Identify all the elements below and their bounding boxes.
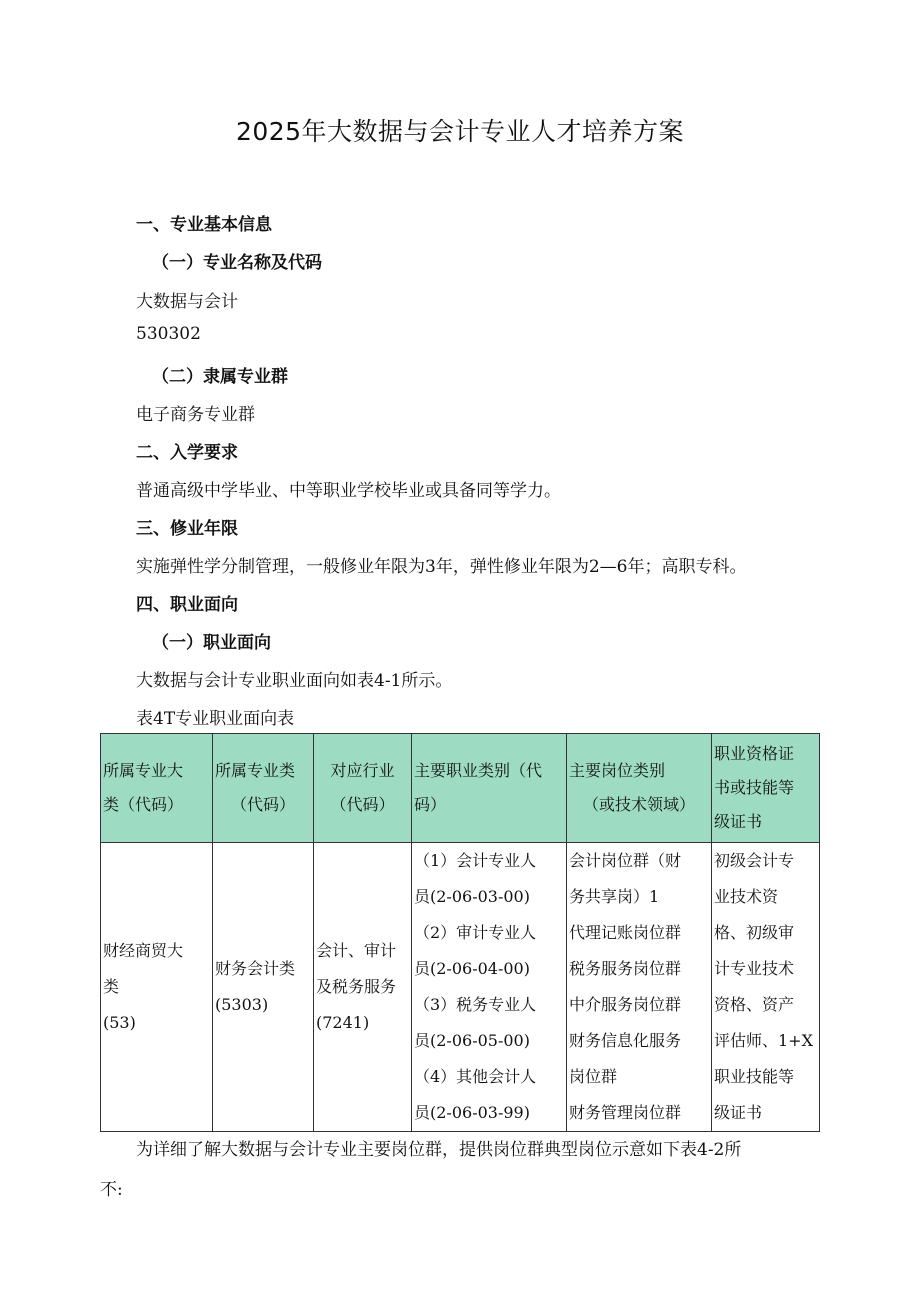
- table-header-row: [101, 734, 820, 843]
- table-caption: 表4T专业职业面向表: [136, 709, 295, 729]
- cell-industry: 会计、审计 及税务服务 (7241): [314, 843, 412, 1132]
- cell-position-types: 会计岗位群（财 务共享岗）1 代理记账岗位群 税务服务岗位群 中介服务岗位群 财务信息化服务 岗位群 财务管理岗位群: [567, 843, 712, 1132]
- table-row: [101, 843, 820, 1132]
- major-code: 530302: [136, 324, 201, 344]
- admission-text: 普通高级中学毕业、中等职业学校毕业或具备同等学力。: [136, 481, 561, 501]
- duration-text: 实施弹性学分制管理，一般修业年限为3年，弹性修业年限为2—6年；高职专科。: [136, 557, 747, 577]
- heading-admission: 二、入学要求: [136, 443, 238, 463]
- header-major-category: 所属专业大 类（代码）: [101, 734, 213, 843]
- occupation-table: [100, 733, 820, 1132]
- post-table-paragraph: 为详细了解大数据与会计专业主要岗位群，提供岗位群典型岗位示意如下表4-2所: [136, 1140, 742, 1160]
- major-name: 大数据与会计: [136, 292, 238, 312]
- heading-duration: 三、修业年限: [136, 519, 238, 539]
- heading-basic-info: 一、专业基本信息: [136, 215, 272, 235]
- document-title: 2025年大数据与会计专业人才培养方案: [235, 117, 685, 146]
- cell-occupation-types: （1）会计专业人 员(2-06-03-00) （2）审计专业人 员(2-06-04-00) （3）税务专业人 员(2-06-05-00) （4）其他会计人 员(2-06-03-99): [412, 843, 567, 1132]
- cell-major-class: 财务会计类 (5303): [213, 843, 314, 1132]
- cell-certificates: 初级会计专 业技术资 格、初级审 计专业技术 资格、资产 评估师、1+X 职业技能等 级证书: [712, 843, 820, 1132]
- post-table-paragraph-cont: 不:: [100, 1180, 123, 1200]
- heading-occupation-sub: （一）职业面向: [152, 633, 271, 653]
- header-industry: 对应行业 （代码）: [314, 734, 412, 843]
- major-group: 电子商务专业群: [136, 405, 255, 425]
- heading-major-group: （二）隶属专业群: [152, 367, 288, 387]
- cell-major-category: 财经商贸大 类 (53): [101, 843, 213, 1132]
- occupation-intro: 大数据与会计专业职业面向如表4-1所示。: [136, 671, 453, 691]
- header-certificate: 职业资格证 书或技能等 级证书: [712, 734, 820, 843]
- header-position-type: 主要岗位类别 （或技术领域）: [567, 734, 712, 843]
- heading-name-code: （一）专业名称及代码: [152, 253, 322, 273]
- header-major-class: 所属专业类 （代码）: [213, 734, 314, 843]
- heading-occupation: 四、职业面向: [136, 595, 238, 615]
- header-occupation-type: 主要职业类别（代 码）: [412, 734, 567, 843]
